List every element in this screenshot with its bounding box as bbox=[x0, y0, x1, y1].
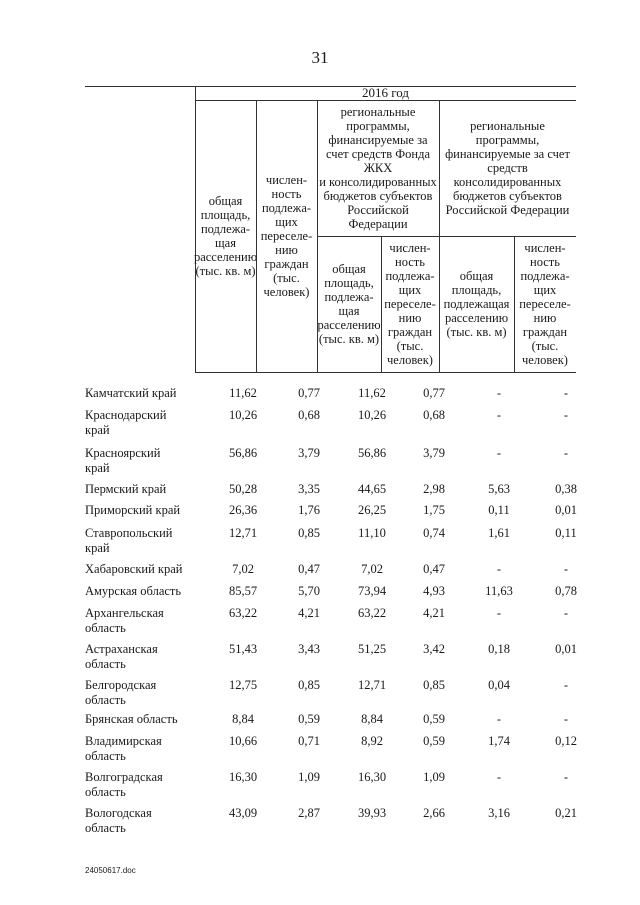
table-row bbox=[85, 678, 597, 708]
budget-area-cell: - bbox=[496, 606, 502, 620]
budget-area-cell: - bbox=[496, 770, 502, 784]
budget-people-cell: - bbox=[563, 386, 569, 400]
budget-people-cell: - bbox=[563, 408, 569, 422]
header-year: 2016 год bbox=[362, 85, 409, 100]
table-row bbox=[85, 642, 597, 672]
budget-people-cell: - bbox=[563, 712, 569, 726]
budget-area-cell: - bbox=[496, 386, 502, 400]
budget-area-cell: - bbox=[496, 562, 502, 576]
budget-people-cell: - bbox=[563, 606, 569, 620]
fund-people-cell: 4,21 bbox=[423, 606, 445, 620]
region-cell: Белгородская область bbox=[85, 678, 157, 707]
fund-area-cell: 11,62 bbox=[358, 386, 386, 400]
fund-people-cell: 2,98 bbox=[423, 482, 445, 496]
region-cell: Вологодская область bbox=[85, 806, 152, 835]
region-cell: Брянская область bbox=[85, 712, 178, 726]
fund-area-cell: 39,93 bbox=[357, 806, 387, 820]
total-people-cell: 5,70 bbox=[298, 584, 320, 598]
budget-people-cell: 0,38 bbox=[555, 482, 577, 496]
budget-people-cell: 0,12 bbox=[555, 734, 577, 748]
budget-area-cell: - bbox=[496, 446, 502, 460]
fund-area-cell: 8,92 bbox=[361, 734, 383, 748]
table-row bbox=[85, 386, 597, 401]
total-area-cell: 51,43 bbox=[228, 642, 258, 656]
fund-people-cell: 2,66 bbox=[423, 806, 445, 820]
fund-people-cell: 4,93 bbox=[423, 584, 445, 598]
budget-people-cell: 0,11 bbox=[555, 526, 577, 540]
total-area-cell: 7,02 bbox=[232, 562, 254, 576]
total-area-cell: 16,30 bbox=[228, 770, 258, 784]
table-row bbox=[85, 562, 597, 577]
fund-area-cell: 56,86 bbox=[357, 446, 387, 460]
header-bottom-border bbox=[195, 372, 576, 373]
header-budget-people: числен- ность подлежа- щих переселе- нию граждан (тыс. человек) bbox=[519, 241, 571, 367]
total-people-cell: 0,71 bbox=[298, 734, 320, 748]
header-budget-area: общая площадь, подлежащая расселению (тыс. кв. м) bbox=[443, 269, 510, 339]
fund-people-cell: 0,47 bbox=[423, 562, 445, 576]
page-number: 31 bbox=[311, 48, 329, 67]
budget-area-cell: 0,11 bbox=[488, 503, 510, 517]
budget-people-cell: 0,21 bbox=[555, 806, 577, 820]
fund-people-cell: 0,74 bbox=[423, 526, 445, 540]
region-cell: Приморский край bbox=[85, 503, 181, 517]
region-cell: Камчатский край bbox=[85, 386, 177, 400]
total-area-cell: 50,28 bbox=[228, 482, 258, 496]
budget-area-cell: 3,16 bbox=[488, 806, 510, 820]
total-people-cell: 3,35 bbox=[298, 482, 320, 496]
region-cell: Волгоградская область bbox=[85, 770, 163, 799]
budget-area-cell: - bbox=[496, 408, 502, 422]
fund-area-cell: 8,84 bbox=[361, 712, 383, 726]
region-cell: Краснодарский край bbox=[85, 408, 167, 437]
total-people-cell: 0,85 bbox=[298, 678, 320, 692]
total-people-cell: 0,77 bbox=[298, 386, 320, 400]
budget-area-cell: 1,61 bbox=[488, 526, 510, 540]
total-area-cell: 8,84 bbox=[232, 712, 254, 726]
header-group-fund: региональные программы, финансируемые за счет средств Фонда ЖКХ и консолидированных бюджетов субъектов Российской Федерации bbox=[319, 105, 437, 231]
fund-area-cell: 16,30 bbox=[357, 770, 387, 784]
region-cell: Красноярский край bbox=[85, 446, 161, 475]
budget-people-cell: - bbox=[563, 562, 569, 576]
fund-people-cell: 0,59 bbox=[423, 734, 445, 748]
region-cell: Архангельская область bbox=[85, 606, 164, 635]
total-people-cell: 4,21 bbox=[298, 606, 320, 620]
budget-area-cell: 0,04 bbox=[488, 678, 510, 692]
fund-people-cell: 0,85 bbox=[423, 678, 445, 692]
budget-people-cell: - bbox=[563, 678, 569, 692]
header-group-budget: региональные программы, финансируемые за счет средств консолидированных бюджетов субъектов Российской Федерации bbox=[445, 119, 570, 217]
budget-area-cell: 0,18 bbox=[488, 642, 510, 656]
total-area-cell: 12,75 bbox=[228, 678, 258, 692]
total-people-cell: 3,79 bbox=[298, 446, 320, 460]
total-area-cell: 11,62 bbox=[229, 386, 257, 400]
fund-area-cell: 12,71 bbox=[357, 678, 387, 692]
total-people-cell: 1,76 bbox=[298, 503, 320, 517]
fund-people-cell: 0,77 bbox=[423, 386, 445, 400]
table-row bbox=[85, 806, 597, 836]
total-area-cell: 26,36 bbox=[228, 503, 258, 517]
budget-area-cell: 5,63 bbox=[488, 482, 510, 496]
table-header bbox=[0, 0, 640, 380]
fund-people-cell: 1,75 bbox=[423, 503, 445, 517]
total-area-cell: 85,57 bbox=[228, 584, 258, 598]
header-fund-people: числен- ность подлежа- щих переселе- нию граждан (тыс. человек) bbox=[384, 241, 436, 367]
table-row bbox=[85, 526, 597, 556]
header-total-area: общая площадь, подлежа- щая расселению (тыс. кв. м) bbox=[193, 194, 258, 278]
total-people-cell: 0,85 bbox=[298, 526, 320, 540]
budget-area-cell: - bbox=[496, 712, 502, 726]
total-people-cell: 1,09 bbox=[298, 770, 320, 784]
region-cell: Хабаровский край bbox=[85, 562, 183, 576]
region-cell: Астраханская область bbox=[85, 642, 158, 671]
fund-area-cell: 10,26 bbox=[357, 408, 387, 422]
table-row bbox=[85, 503, 597, 518]
budget-people-cell: - bbox=[563, 770, 569, 784]
fund-area-cell: 51,25 bbox=[357, 642, 387, 656]
table-row bbox=[85, 482, 597, 497]
table-row bbox=[85, 770, 597, 800]
fund-people-cell: 1,09 bbox=[423, 770, 445, 784]
fund-area-cell: 44,65 bbox=[357, 482, 387, 496]
total-area-cell: 10,66 bbox=[228, 734, 258, 748]
fund-area-cell: 7,02 bbox=[361, 562, 383, 576]
total-area-cell: 10,26 bbox=[228, 408, 258, 422]
fund-area-cell: 26,25 bbox=[357, 503, 387, 517]
header-total-people: числен- ность подлежа- щих переселе- нию граждан (тыс. человек) bbox=[260, 173, 313, 299]
budget-people-cell: - bbox=[563, 446, 569, 460]
table-row bbox=[85, 584, 597, 599]
total-people-cell: 2,87 bbox=[298, 806, 320, 820]
fund-area-cell: 11,10 bbox=[358, 526, 386, 540]
total-people-cell: 3,43 bbox=[298, 642, 320, 656]
table-row bbox=[85, 606, 597, 636]
total-people-cell: 0,68 bbox=[298, 408, 320, 422]
fund-people-cell: 0,59 bbox=[423, 712, 445, 726]
budget-people-cell: 0,78 bbox=[555, 584, 577, 598]
region-cell: Владимирская область bbox=[85, 734, 162, 763]
fund-people-cell: 3,79 bbox=[423, 446, 445, 460]
region-cell: Амурская область bbox=[85, 584, 182, 598]
budget-area-cell: 11,63 bbox=[485, 584, 513, 598]
total-people-cell: 0,47 bbox=[298, 562, 320, 576]
budget-people-cell: 0,01 bbox=[555, 503, 577, 517]
footer-filename: 24050617.doc bbox=[85, 866, 136, 875]
region-cell: Пермский край bbox=[85, 482, 167, 496]
table-row bbox=[85, 734, 597, 764]
total-area-cell: 12,71 bbox=[228, 526, 258, 540]
table-row bbox=[85, 446, 597, 476]
total-people-cell: 0,59 bbox=[298, 712, 320, 726]
fund-people-cell: 0,68 bbox=[423, 408, 445, 422]
fund-area-cell: 73,94 bbox=[357, 584, 387, 598]
region-cell: Ставропольский край bbox=[85, 526, 173, 555]
budget-area-cell: 1,74 bbox=[488, 734, 510, 748]
fund-people-cell: 3,42 bbox=[423, 642, 445, 656]
header-fund-area: общая площадь, подлежа- щая расселению (тыс. кв. м) bbox=[317, 262, 381, 346]
budget-people-cell: 0,01 bbox=[555, 642, 577, 656]
total-area-cell: 63,22 bbox=[228, 606, 258, 620]
total-area-cell: 56,86 bbox=[228, 446, 258, 460]
fund-area-cell: 63,22 bbox=[357, 606, 387, 620]
table-row bbox=[85, 408, 597, 438]
total-area-cell: 43,09 bbox=[228, 806, 258, 820]
table-row bbox=[85, 712, 597, 727]
